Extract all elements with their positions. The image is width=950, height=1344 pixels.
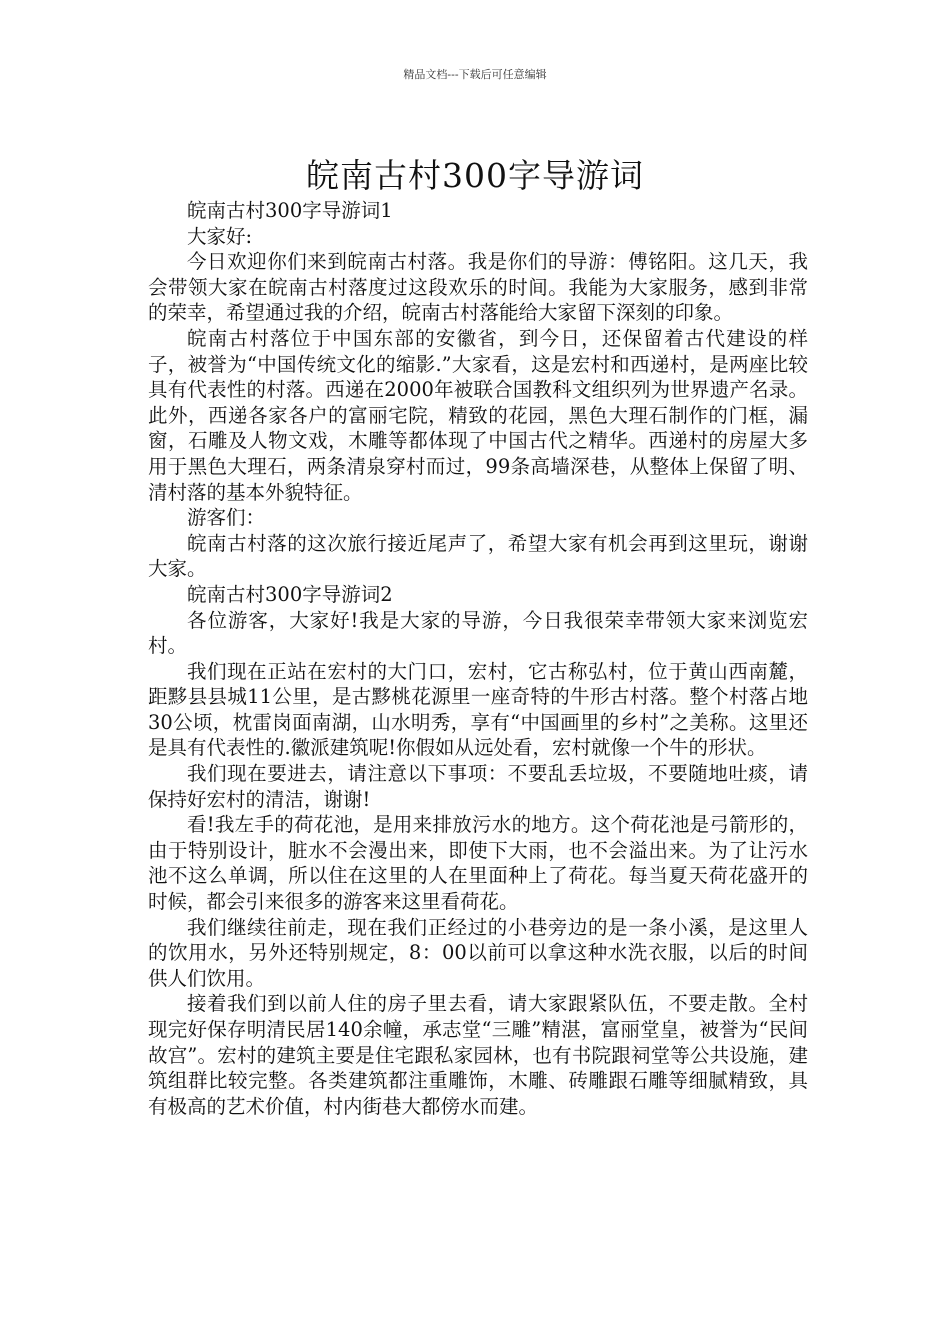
paragraph: 皖南古村落的这次旅行接近尾声了，希望大家有机会再到这里玩，谢谢大家。 <box>148 531 808 581</box>
paragraph: 接着我们到以前人住的房子里去看，请大家跟紧队伍，不要走散。全村现完好保存明清民居140余幢，承志堂“三雕”精湛，富丽堂皇，被誉为“民间故宫”。宏村的建筑主要是住宅跟私家园林，也有书院跟祠堂等公共设施，建筑组群比较完整。各类建筑都注重雕饰，木雕、砖雕跟石雕等细腻精致，具有极高的艺术价值，村内街巷大都傍水而建。 <box>148 992 808 1118</box>
document-title: 皖南古村300字导游词 <box>306 156 644 196</box>
page-header: 精品文档---下载后可任意编辑 <box>403 68 547 81</box>
paragraph: 我们现在要进去，请注意以下事项：不要乱丢垃圾，不要随地吐痰，请保持好宏村的清洁，谢谢! <box>148 762 808 811</box>
document-body <box>148 198 808 1119</box>
section-heading-2: 皖南古村300字导游词2 <box>187 582 393 606</box>
paragraph: 游客们： <box>187 506 266 530</box>
paragraph: 各位游客，大家好!我是大家的导游，今日我很荣幸带领大家来浏览宏村。 <box>148 608 808 658</box>
paragraph: 皖南古村落位于中国东部的安徽省，到今日，还保留着古代建设的样子，被誉为“中国传统文化的缩影.”大家看，这是宏村和西递村，是两座比较具有代表性的村落。西递在2000年被联合国教科文组织列为世界遗产名录。此外，西递各家各户的富丽宅院，精致的花园，黑色大理石制作的门框，漏窗，石雕及人物文戏，木雕等都体现了中国古代之精华。西递村的房屋大多用于黑色大理石，两条清泉穿村而过，99条高墙深巷，从整体上保留了明、清村落的基本外貌特征。 <box>148 326 808 504</box>
section-heading-1: 皖南古村300字导游词1 <box>187 199 393 222</box>
paragraph: 大家好: <box>187 224 253 248</box>
paragraph: 看!我左手的荷花池，是用来排放污水的地方。这个荷花池是弓箭形的，由于特别设计，脏水不会漫出来，即使下大雨，也不会溢出来。为了让污水池不这么单调，所以住在这里的人在里面种上了荷花。每当夏天荷花盛开的时候，都会引来很多的游客来这里看荷花。 <box>148 813 808 914</box>
paragraph: 我们现在正站在宏村的大门口，宏村，它古称弘村，位于黄山西南麓，距黟县县城11公里，是古黟桃花源里一座奇特的牛形古村落。整个村落占地30公顷，枕雷岗面南湖，山水明秀，享有“中国画里的乡村”之美称。这里还是具有代表性的.徽派建筑呢!你假如从远处看，宏村就像一个牛的形状。 <box>148 659 808 760</box>
paragraph: 我们继续往前走，现在我们正经过的小巷旁边的是一条小溪，是这里人的饮用水，另外还特别规定，8：00以前可以拿这种水洗衣服，以后的时间供人们饮用。 <box>148 915 808 990</box>
paragraph: 今日欢迎你们来到皖南古村落。我是你们的导游：傅铭阳。这几天，我会带领大家在皖南古村落度过这段欢乐的时间。我能为大家服务，感到非常的荣幸，希望通过我的介绍，皖南古村落能给大家留下深刻的印象。 <box>148 250 808 325</box>
